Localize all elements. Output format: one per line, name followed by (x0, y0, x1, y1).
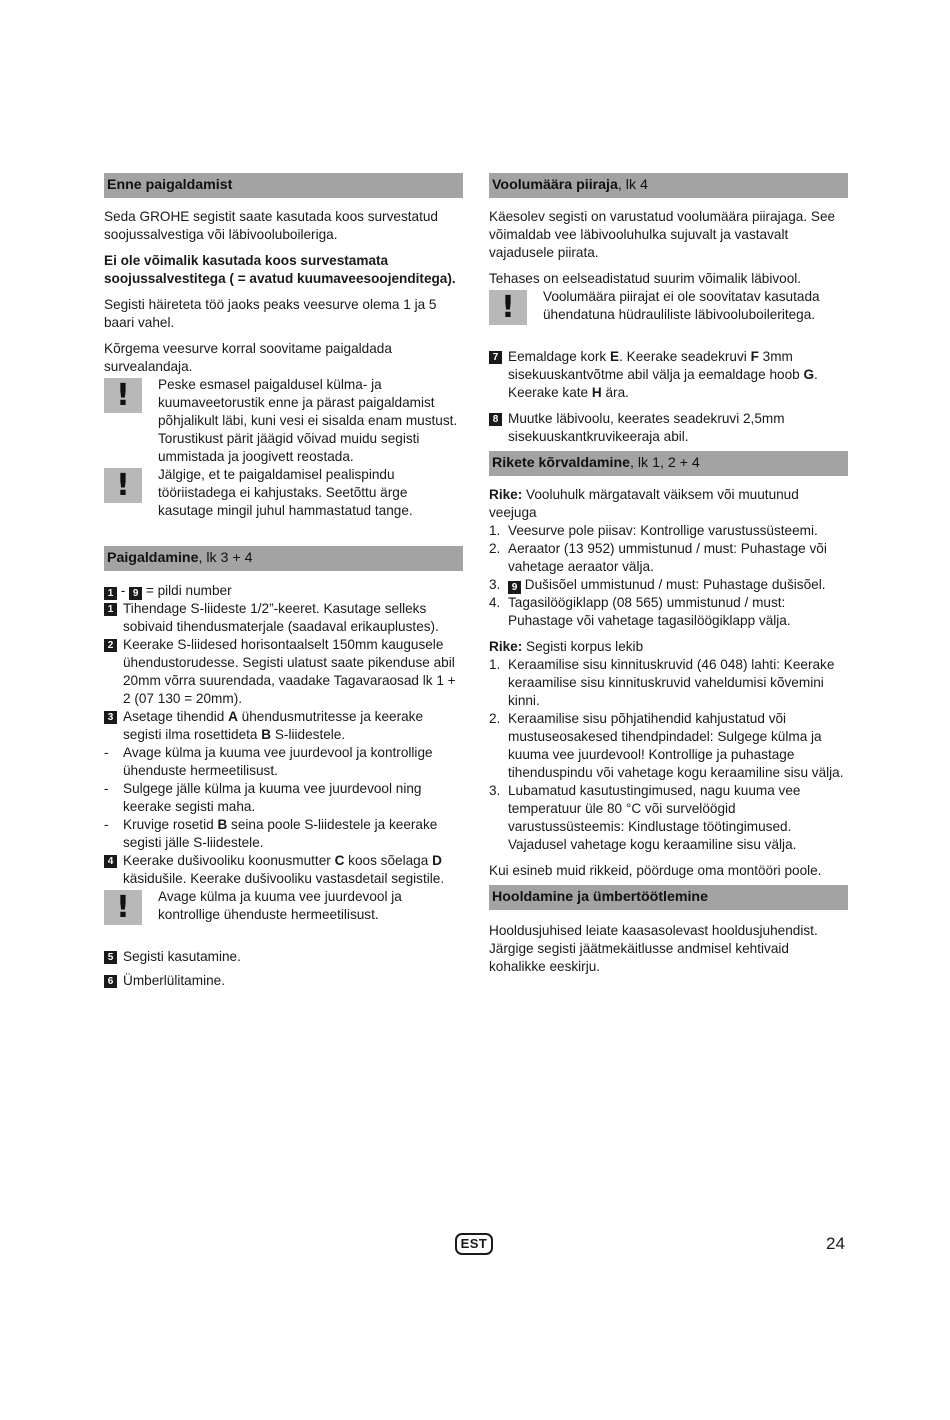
exclamation-icon: ! (489, 290, 527, 325)
paragraph-bold: Ei ole võimalik kasutada koos survestamata soojussalvestitega ( = avatud kuumaveesoojenditega). (104, 253, 456, 286)
list-item: 1. Veesurve pole piisav: Kontrollige varustussüsteemi. (489, 523, 818, 538)
dash-item: - Avage külma ja kuuma vee juurdevool ja kontrollige ühenduste hermeetilisust. (104, 745, 433, 778)
section-heading-paigaldamine: Paigaldamine, lk 3 + 4 (104, 546, 463, 571)
list-item: 2. Aeraator (13 952) ummistunud / must: Puhastage või vahetage aeraator välja. (489, 541, 827, 574)
step-number: 9 (129, 587, 142, 600)
step-number: 3 (104, 711, 117, 724)
right-column (489, 173, 848, 976)
left-column (104, 173, 463, 990)
step-5: 5 Segisti kasutamine. (104, 948, 463, 966)
warning-note: ! Avage külma ja kuuma vee juurdevool ja kontrollige ühenduste hermeetilisust. (104, 888, 463, 924)
step-number: 6 (104, 975, 117, 988)
exclamation-icon: ! (104, 468, 142, 503)
step-3: 3 Asetage tihendid A ühendusmutritesse ja keerake segisti ilma rosettideta B S-liidestele. (104, 708, 463, 744)
paragraph: Segisti häireteta töö jaoks peaks veesurve olema 1 ja 5 baari vahel. (104, 297, 437, 330)
list-item: 3. Lubamatud kasutustingimused, nagu kuuma vee temperatuur üle 80 °C või survelöögid varustussüsteemis: Kindlustage töötingimused. Vajadusel vahetage kogu keraamiline sisu välja. (489, 783, 801, 852)
fault-description: Rike: Segisti korpus lekib (489, 639, 644, 654)
dash-item: - Kruvige rosetid B seina poole S-liidestele ja keerake segisti jälle S-liidestele. (104, 817, 438, 850)
paragraph: Hooldusjuhised leiate kaasasolevast hooldusjuhendist. Järgige segisti jäätmekäitlusse andmisel kehtivaid kohalikke eeskirju. (489, 923, 818, 974)
step-8: 8 Muutke läbivoolu, keerates seadekruvi 2,5mm sisekuuskantkruvikeeraja abil. (489, 410, 848, 446)
paragraph: Käesolev segisti on varustatud voolumäära piirajaga. See võimaldab vee läbivooluhulka sujuvalt ja vastavalt vajadusele piirata. (489, 209, 836, 260)
list-item: 4. Tagasilöögiklapp (08 565) ummistunud / must: Puhastage või vahetage tagasilöögiklapp välja. (489, 595, 791, 628)
section-heading-voolumaara-piiraja: Voolumäära piiraja, lk 4 (489, 173, 848, 198)
step-7: 7 Eemaldage kork E. Keerake seadekruvi F 3mm sisekuuskantvõtme abil välja ja eemaldage hoob G. Keerake kate H ära. (489, 348, 848, 402)
section-heading-enne-paigaldamist: Enne paigaldamist (104, 173, 463, 198)
step-number: 8 (489, 413, 502, 426)
step-number: 7 (489, 351, 502, 364)
step-6: 6 Ümberlülitamine. (104, 972, 463, 990)
paragraph: Tehases on eelseadistatud suurim võimalik läbivool. (489, 271, 802, 286)
list-item: 3. 9 Dušisõel ummistunud / must: Puhastage dušisõel. (489, 577, 826, 593)
exclamation-icon: ! (104, 890, 142, 925)
warning-note: ! Voolumäära piirajat ei ole soovitatav kasutada ühendatuna hüdrauliliste läbivooluboileritega. (489, 288, 848, 324)
fault-description: Rike: Vooluhulk märgatavalt väiksem või muutunud veejuga (489, 487, 799, 520)
step-number: 2 (104, 639, 117, 652)
list-item: 1. Keraamilise sisu kinnituskruvid (46 048) lahti: Keerake keraamilise sisu kinnituskruvid vaheldumisi kõvemini kinni. (489, 657, 835, 708)
page-number: 24 (826, 1234, 845, 1253)
section-heading-rikete-korvaldamine: Rikete kõrvaldamine, lk 1, 2 + 4 (489, 451, 848, 476)
warning-note: ! Peske esmasel paigaldusel külma- ja kuumaveetorustik enne ja pärast paigaldamist põhjalikult läbi, kuni vesi ei sisalda enam mustust. Torustikust pärit jäägid võivad muidu segisti ummistada ja joogivett reostada. (104, 376, 463, 466)
warning-note: ! Jälgige, et te paigaldamisel pealispindu tööriistadega ei kahjustaks. Seetõttu ärge kasutage mingil juhul hammastatud tange. (104, 466, 463, 520)
step-2: 2 Keerake S-liidesed horisontaalselt 150mm kaugusele ühendustorudesse. Segisti ulatust saate pikenduse abil 20mm võrra suurendada, vaadake Tagavaraosad lk 1 + 2 (07 130 = 20mm). (104, 636, 463, 708)
list-item: 2. Keraamilise sisu põhjatihendid kahjustatud või mustuseosakesed tihendpindadel: Sulgege külma ja kuuma vee juurdevool! Kontrollige ja puhastage tihenduspindu või vahetage kogu keraamiline sisu välja. (489, 711, 844, 780)
step-4: 4 Keerake dušivooliku koonusmutter C koos sõelaga D käsidušile. Keerake dušivooliku vastasdetail segistile. (104, 852, 463, 888)
step-number: 1 (104, 603, 117, 616)
dash-item: - Sulgege jälle külma ja kuuma vee juurdevool ning keerake segisti maha. (104, 781, 422, 814)
section-heading-hooldamine: Hooldamine ja ümbertöötlemine (489, 885, 848, 910)
exclamation-icon: ! (104, 378, 142, 413)
paragraph: Kui esineb muid rikkeid, pöörduge oma montööri poole. (489, 863, 822, 878)
paragraph: Seda GROHE segistit saate kasutada koos survestatud soojussalvestiga või läbivooluboileriga. (104, 209, 438, 242)
language-badge: EST (455, 1233, 493, 1255)
step-number: 9 (508, 581, 521, 594)
paragraph: Kõrgema veesurve korral soovitame paigaldada survealandaja. (104, 341, 392, 374)
step-number: 4 (104, 855, 117, 868)
step-number: 5 (104, 951, 117, 964)
step-1: 1 Tihendage S-liideste 1/2”-keeret. Kasutage selleks sobivaid tihendusmaterjale (saadaval erikauplustes). (104, 600, 463, 636)
picture-range: 1 - 9 = pildi number (104, 582, 463, 600)
step-number: 1 (104, 587, 117, 600)
